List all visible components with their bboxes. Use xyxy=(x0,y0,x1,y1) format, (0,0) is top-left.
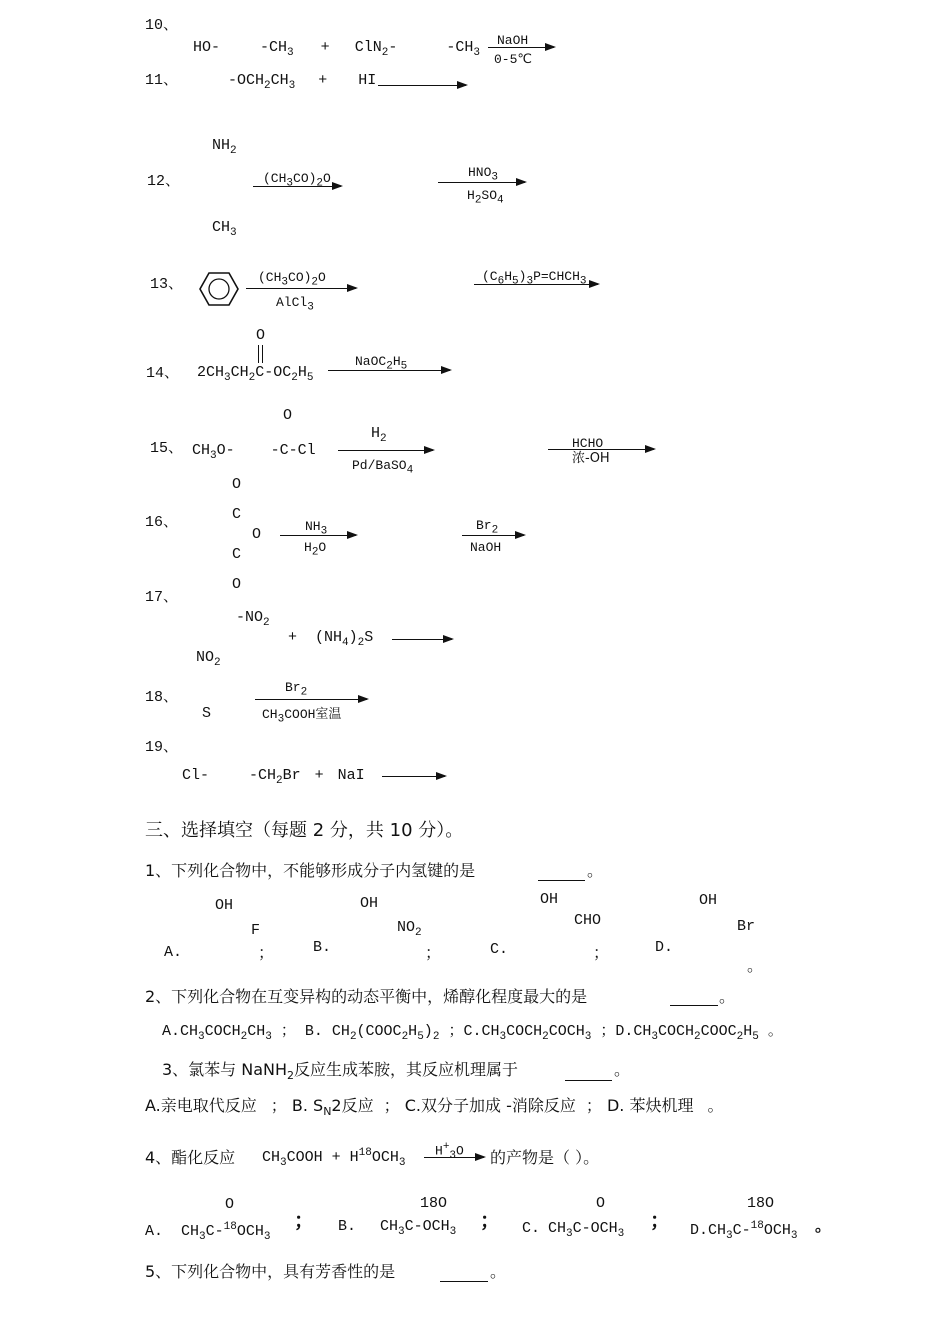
reaction-19-number: 19、 xyxy=(145,739,179,756)
reaction-arrow xyxy=(328,370,450,371)
q1-option-b-substituent: $NO_2$ xyxy=(397,919,422,939)
q4-option-c: C. $CH_3C-OCH_3$ xyxy=(522,1220,625,1240)
reaction-11-reactant: $-OCH_2CH_3$ + HI xyxy=(228,72,377,92)
reaction-14-number: 14、 xyxy=(146,365,180,382)
reaction-arrow xyxy=(424,1157,484,1158)
reaction-11-number: 11、 xyxy=(145,72,179,89)
reaction-15-reactant: $CH_3O-$ -C-Cl xyxy=(192,442,316,462)
q4-option-d-oxygen: 18O xyxy=(747,1195,775,1212)
question-3-options: A.亲电取代反应 ； B. $S_N2$反应 ； C.双分子加成 -消除反应 ； D. 苯炔机理 。 xyxy=(145,1096,724,1119)
reaction-16-oxygen-bottom: O xyxy=(232,576,242,593)
question-5-text: 5、下列化合物中，具有芳香性的是 xyxy=(145,1262,396,1281)
q4-option-b-oxygen: 18O xyxy=(420,1195,448,1212)
question-3-answer-blank[interactable] xyxy=(565,1080,612,1081)
reaction-16-carbon-1: C xyxy=(232,506,242,523)
question-1-end: 。 xyxy=(587,861,604,880)
reaction-arrow xyxy=(280,535,356,536)
reaction-19-reactant: Cl- $-CH_2Br$ + NaI xyxy=(182,767,365,787)
q1-option-b-separator: ； xyxy=(425,943,442,962)
reaction-12-number: 12、 xyxy=(147,173,181,190)
q1-option-b-oh: OH xyxy=(360,895,379,912)
reaction-18-reagent-top: $Br_2$ xyxy=(285,680,308,699)
reaction-arrow xyxy=(338,450,433,451)
question-2-answer-blank[interactable] xyxy=(670,1005,718,1006)
reaction-13-number: 13、 xyxy=(150,276,184,293)
reaction-15-number: 15、 xyxy=(150,440,184,457)
reaction-18-reagent-bottom: $CH_3COOH$室温 xyxy=(262,707,342,726)
reaction-12-methyl-group: $CH_3$ xyxy=(212,219,237,239)
benzene-ring-icon xyxy=(199,271,239,307)
section-3-heading: 三、选择填空（每题 2 分，共 10 分）。 xyxy=(145,820,464,841)
reaction-13-reagent-2: $(C_6H_5)_3P=CHCH_3$ xyxy=(482,269,587,288)
q1-option-d-end: 。 xyxy=(747,956,764,975)
reaction-17-reagent: + $(NH_4)_2S$ xyxy=(288,629,374,649)
reaction-13-reagent-1-bottom: AlCl$_3$ xyxy=(276,295,314,314)
reaction-17-nitro-group-1: $-NO_2$ xyxy=(236,609,270,629)
reaction-16-reagent-1-bottom: $H_2O$ xyxy=(304,540,327,559)
reaction-arrow xyxy=(474,284,598,285)
reaction-10-reagent-top: NaOH xyxy=(497,33,529,48)
reaction-arrow xyxy=(255,699,367,700)
reaction-12-reagent-1: $(CH_3CO)_2O$ xyxy=(263,171,331,190)
reaction-12-amino-group: $NH_2$ xyxy=(212,137,237,157)
question-1-answer-blank[interactable] xyxy=(538,880,585,881)
reaction-12-reagent-2-top: $HNO_3$ xyxy=(468,165,499,184)
question-2-end: 。 xyxy=(719,987,736,1006)
q4-option-d: $D.CH_3C-^{18}OCH_3$ xyxy=(690,1220,798,1242)
reaction-arrow xyxy=(378,85,466,86)
reaction-arrow xyxy=(253,186,341,187)
q1-option-d-oh: OH xyxy=(699,892,718,909)
q1-option-d-substituent: Br xyxy=(737,918,756,935)
reaction-16-reagent-2-bottom: NaOH xyxy=(470,540,502,555)
reaction-15-reagent-2-bottom: 浓-OH xyxy=(572,451,610,466)
reaction-14-carbonyl-oxygen: O xyxy=(256,327,266,344)
reaction-16-oxygen-top: O xyxy=(232,476,242,493)
reaction-10-reagent-bottom: 0-5℃ xyxy=(494,52,533,67)
reaction-12-reagent-2-bottom: $H_2SO_4$ xyxy=(467,188,504,207)
double-bond xyxy=(262,345,263,363)
q1-option-d-label: D. xyxy=(655,939,674,956)
question-4-catalyst: $H^+_3O$ xyxy=(435,1141,464,1162)
q1-option-a-label: A. xyxy=(164,944,183,961)
question-2-text: 2、下列化合物在互变异构的动态平衡中，烯醇化程度最大的是 xyxy=(145,987,588,1006)
q4-option-a-separator: ； xyxy=(294,1208,314,1232)
q1-option-a-separator: ； xyxy=(258,943,275,962)
question-1-text: 1、下列化合物中，不能够形成分子内氢键的是 xyxy=(145,861,476,880)
reaction-17-number: 17、 xyxy=(145,589,179,606)
reaction-18-sulfur: S xyxy=(202,705,212,722)
reaction-15-reagent-2-top: HCHO xyxy=(572,436,604,451)
q1-option-a-substituent: F xyxy=(251,922,261,939)
reaction-arrow xyxy=(462,535,524,536)
question-5-end: 。 xyxy=(490,1262,507,1281)
reaction-18-number: 18、 xyxy=(145,689,179,706)
question-4-text-end: 的产物是（ ）。 xyxy=(490,1148,600,1167)
q4-option-c-oxygen: O xyxy=(596,1195,606,1212)
reaction-arrow xyxy=(488,47,554,48)
reaction-13-reagent-1-top: $(CH_3CO)_2O$ xyxy=(258,270,326,289)
q1-option-a-oh: OH xyxy=(215,897,234,914)
reaction-16-carbon-2: C xyxy=(232,546,242,563)
reaction-15-reagent-1-bottom: Pd/BaSO$_4$ xyxy=(352,458,414,477)
q1-option-c-label: C. xyxy=(490,941,509,958)
question-2-options: $A.CH_3COCH_2CH_3$ ； B. $CH_2(COOC_2H_5)_2$ ；$C.CH_3COCH_2COCH_3$ ；$D.CH_3COCH_2COOC_2H_5$ 。 xyxy=(162,1023,783,1043)
q4-option-c-separator: ； xyxy=(650,1208,670,1232)
question-4-equation: $CH_3COOH + H^{18}OCH_3$ xyxy=(262,1147,406,1169)
double-bond xyxy=(258,345,259,363)
q4-option-d-end: 。 xyxy=(815,1216,832,1235)
q1-option-b-label: B. xyxy=(313,939,332,956)
q1-option-c-oh: OH xyxy=(540,891,559,908)
reaction-arrow xyxy=(382,776,445,777)
reaction-16-reagent-1-top: $NH_3$ xyxy=(305,519,328,538)
q4-option-b-separator: ； xyxy=(480,1208,500,1232)
question-3-end: 。 xyxy=(614,1060,631,1079)
reaction-arrow xyxy=(392,639,452,640)
q4-option-a-oxygen: O xyxy=(225,1196,235,1213)
reaction-16-ring-oxygen: O xyxy=(252,526,262,543)
q1-option-c-separator: ； xyxy=(593,943,610,962)
reaction-10-reactant: HO- $-CH_3 + ClN_2-$ $-CH_3$ xyxy=(193,39,480,59)
question-5-answer-blank[interactable] xyxy=(440,1281,488,1282)
reaction-10-number: 10、 xyxy=(145,17,179,34)
reaction-arrow xyxy=(548,449,654,450)
reaction-15-reagent-1-top: $H_2$ xyxy=(371,425,387,445)
reaction-15-carbonyl-oxygen: O xyxy=(283,407,293,424)
reaction-arrow xyxy=(246,288,356,289)
q1-option-c-substituent: CHO xyxy=(574,912,602,929)
q4-option-b: B. $CH_3C-OCH_3$ xyxy=(338,1218,457,1238)
question-4-text: 4、酯化反应 xyxy=(145,1148,236,1167)
question-3-text: 3、氯苯与 NaNH$_2$反应生成苯胺，其反应机理属于 xyxy=(162,1060,519,1083)
reaction-17-nitro-group-2: $NO_2$ xyxy=(196,649,221,669)
reaction-arrow xyxy=(438,182,525,183)
q4-option-a: A. $CH_3C-^{18}OCH_3$ xyxy=(145,1221,271,1243)
reaction-14-reagent: $NaOC_2H_5$ xyxy=(355,354,408,373)
reaction-16-number: 16、 xyxy=(145,514,179,531)
reaction-16-reagent-2-top: $Br_2$ xyxy=(476,518,499,537)
reaction-14-reactant: $2CH_3CH_2C-OC_2H_5$ xyxy=(197,364,314,384)
